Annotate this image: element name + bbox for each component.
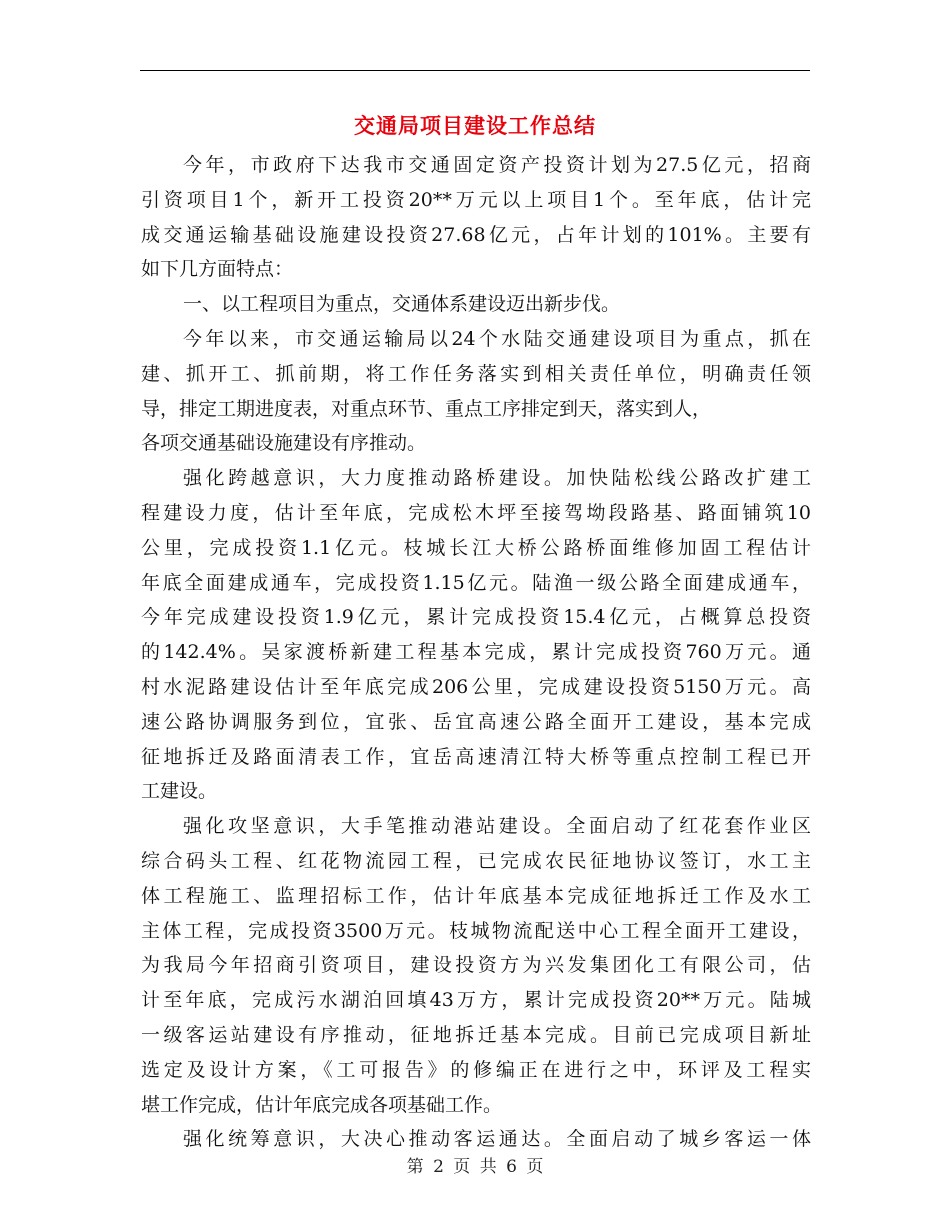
- paragraph-line: 如下几方面特点：: [141, 258, 294, 281]
- paragraph-line: 导，排定工期进度表，对重点环节、重点工序排定到天，落实到人，: [141, 397, 712, 420]
- paragraph-line: 村水泥路建设估计至年底完成206公里，完成建设投资5150万元。高: [141, 675, 811, 698]
- paragraph-line: 今年以来，市交通运输局以24个水陆交通建设项目为重点，抓在: [183, 327, 811, 350]
- paragraph-line: 征地拆迁及路面清表工作，宜岳高速清江特大桥等重点控制工程已开: [141, 745, 811, 768]
- paragraph-line: 引资项目1个，新开工投资20**万元以上项目1个。至年底，估计完: [141, 188, 811, 211]
- paragraph-line: 主体工程，完成投资3500万元。枝城物流配送中心工程全面开工建设，: [141, 919, 811, 942]
- paragraph-line: 计至年底，完成污水湖泊回填43万方，累计完成投资20**万元。陆城: [141, 989, 811, 1012]
- document-body: [141, 148, 811, 1157]
- paragraph-line: 一级客运站建设有序推动，征地拆迁基本完成。目前已完成项目新址: [141, 1023, 811, 1046]
- paragraph-line: 今年完成建设投资1.9亿元，累计完成投资15.4亿元，占概算总投资: [141, 606, 811, 629]
- paragraph-line: 成交通运输基础设施建设投资27.68亿元，占年计划的101%。主要有: [141, 223, 811, 246]
- paragraph-line: 为我局今年招商引资项目，建设投资方为兴发集团化工有限公司，估: [141, 954, 811, 977]
- paragraph-line: 速公路协调服务到位，宜张、岳宜高速公路全面开工建设，基本完成: [141, 710, 811, 733]
- header-rule: [140, 70, 810, 71]
- paragraph-line: 的142.4%。吴家渡桥新建工程基本完成，累计完成投资760万元。通: [141, 641, 811, 664]
- paragraph-line: 强化攻坚意识，大手笔推动港站建设。全面启动了红花套作业区: [183, 815, 811, 838]
- paragraph-line: 强化跨越意识，大力度推动路桥建设。加快陆松线公路改扩建工: [183, 467, 811, 490]
- paragraph-line: 堪工作完成，估计年底完成各项基础工作。: [141, 1093, 503, 1116]
- paragraph-line: 强化统筹意识，大决心推动客运通达。全面启动了城乡客运一体: [183, 1128, 811, 1151]
- paragraph-line: 建、抓开工、抓前期，将工作任务落实到相关责任单位，明确责任领: [141, 362, 811, 385]
- paragraph-line: 公里，完成投资1.1亿元。枝城长江大桥公路桥面维修加固工程估计: [141, 536, 811, 559]
- paragraph-line: 体工程施工、监理招标工作，估计年底基本完成征地拆迁工作及水工: [141, 884, 811, 907]
- paragraph-line: 工建设。: [141, 780, 218, 803]
- paragraph-line: 综合码头工程、红花物流园工程，已完成农民征地协议签订，水工主: [141, 849, 811, 872]
- paragraph-line: 各项交通基础设施建设有序推动。: [141, 432, 427, 455]
- paragraph-line: 年底全面建成通车，完成投资1.15亿元。陆渔一级公路全面建成通车，: [141, 571, 811, 594]
- paragraph-line: 选定及设计方案，《工可报告》的修编正在进行之中，环评及工程实: [141, 1058, 811, 1081]
- paragraph-line: 今年，市政府下达我市交通固定资产投资计划为27.5亿元，招商: [183, 154, 811, 176]
- paragraph-line: 程建设力度，估计至年底，完成松木坪至接驾坳段路基、路面铺筑10: [141, 501, 811, 524]
- page-number: 第 2 页 共 6 页: [406, 1157, 544, 1177]
- section-heading: 一、以工程项目为重点，交通体系建设迈出新步伐。: [183, 293, 621, 316]
- document-title: 交通局项目建设工作总结: [354, 113, 596, 138]
